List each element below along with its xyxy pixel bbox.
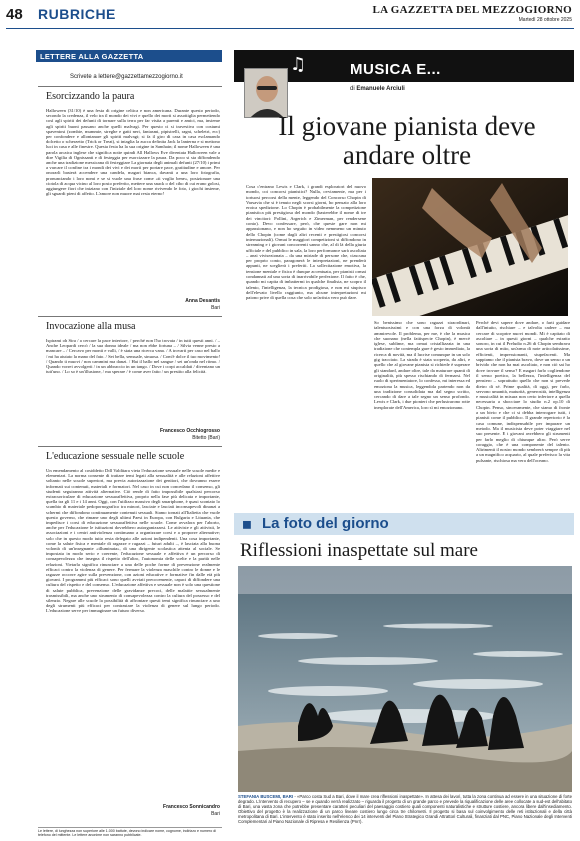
photo-credit: STEFANIA BUSCEMI, BARI xyxy=(238,794,294,799)
caption-text: - «Parco costa Sud a Bari, dove il mare crea riflessioni inaspettate». In attesa dei lavori, tutta la zona continua ad essere in una situazione di forte degrado. L'intervento di recupero – se e quando verrà realizzato – riguarda il progetto di un grande parco e prevede la riqualificazione delle aree collocate a sud-est dell'abitato di Bari, una vasta zona che potrebbe presentare caratteri peculiari del paesaggio costiero quali componenti naturalistiche e strutture costiere, ancora libere dall'insediamento. Obiettivo del progetto è la realizzazione di un parco lineare costiero lungo circa tre chilometri. Il progetto si basa sul coinvolgimento delle reti istituzionali e della città metropolitana di Bari. L'intervento è stato inserito nell'elenco dei 14 interventi del Piano Strategico Grandi Attrattori Culturali, finanziati dal PNC, Piano Nazionale degli Interventi Complementari al Piano Nazionale di Ripresa e Resilienza (Pnrr). xyxy=(238,794,572,824)
article-headline: Il giovane pianista deve andare oltre xyxy=(278,111,536,170)
letter-author: Francesco Occhiogrosso xyxy=(159,428,220,434)
letter-title: Esorcizzando la paura xyxy=(46,91,135,102)
letter-city: Bari xyxy=(211,305,220,311)
byline-prefix: di xyxy=(350,86,355,92)
section-title: RUBRICHE xyxy=(38,6,116,22)
divider xyxy=(38,316,222,317)
letter-body: Halloween (31/10) è una festa di origine celtica e non americana. Durante questo periodo, secondo la credenza, il velo tra il mondo dei vivi e quello dei morti si assottiglia permettendo così agli spiriti dei defunti di tornare sulla terra per far visita a parenti e amici, ma, insieme agli spiriti buoni passano anche quelli malvagi. Per questo ci si travestiva con costumi spaventosi (zombie, mummie, streghe e gatti neri, fantasmi, pipistrelli, ragni, scheletri, ecc) per confondere e allontanare gli spiriti malvagi; si fa il giro di casa in casa esclamando dolcetto o scherzetto (Trick or Treat), si intaglia la zucca definita Jack la lanterna e si mettono luci in casa e alle finestre. Questa festa ha la sua origine in Samhain; il nome Halloween è una parola arcaica inglese che significa notte quindi All Hallows Eve diventata Halloween vale a dire Vigilia di Ognissanti e di festeggia per esorcizzare la paura. Da poco si sta diffondendo anche una tradizione messicana di festeggiare La giornata degli animali defunti (27/10) i primi a varcare il confine tra i mondi dei vivi e dei morti per portare pace, gratitudine e amore. Per onorarli basterà accendere una candela, magari bianca, davanti a una loro fotografia, pronunciando i loro nomi e se si vuole una frase come «ti voglio bene», posizionare una ciotola di acqua vicino al loro posto preferito, mettere una snack o del cibo di cui erano golosi, aggiungere fiori che iniziano con l'iniziale del loro nome rivivendo le foto, i giochi insieme, gli sguardi pieni di affetto. L'amore non muore mai resta eterno! xyxy=(46,108,220,197)
letter-author: Francesco Sonnicandro xyxy=(163,804,220,810)
letters-write-to[interactable]: Scrivete a lettere@gazzettamezzogiorno.it xyxy=(70,74,183,80)
letter-city: Bari xyxy=(211,811,220,817)
letter-body: Ispirami oh Sira / a cercare la pace interiore, / perché non l'ho trovata / in tutti questi anni. / – Anche Leopardi cercò / la sua donna ideale / ma non ebbe fortuna – / Silvia venne presto a mancare – / Cercavo per monti e valli, / è stata una ricerca vana. / A trovarti per caso nel ballo / mi ha aiutato la mano del fato. / Sei bella, sensuale, sinuosa. / Com'è dolce il tuo movimento! / Quando ti muovi / non cammini ma danzi. / Hai il ballo nel sangue / sei un'onda nel ritmo. / Quando vorrei avvolgerti / in un abbraccio in un tango. / Dove i corpi accaldati / diventano un tutt'uno. / Lo so è un'illusione, / ma sperare / è come aver fatto / un prestito alla felicità. xyxy=(46,338,220,375)
header-rule xyxy=(6,28,574,29)
letter-body: Un emendamento al cosiddetto Ddl Valditara vieta l'educazione sessuale nelle scuole medie e elementari. La norma consente di trattare temi legati alla sessualità e alle relazioni affettive soltanto nelle scuole superiori, ma previa autorizzazione dei genitori, che dovranno essere informati sui contenuti, materiali e formatori. Nel caso in cui non concedano il consenso, gli studenti seguiranno attività alternative. Ciò rende di fatto impossibile qualsiasi percorso extracurriculare di educazione sessuoaffettiva, proprio nella fase più delicata e importante, quella tra gli 11 e i 14 anni. Oggi, con l'utilizzo massivo degli smartphone, è quasi scontato lo scambio di materiale pedopornografico tra minori, lasciate e lasciati inconsapevoli dinanzi a schermi che diffondono continuamente contenuti sessuali. Siamo tornati all'Italietta che vuole questo governo, che rimane uno degli ultimi Paesi in Europa, con Bulgaria e Lituania, che impedisce i corsi di educazione sessuoaffettiva nelle scuole. Come avvalora per l'aborto, anche per l'educazione le istituzioni dovrebbero autorganizzarsi. Le attiviste e gli attivisti, le associazioni e i centri antiviolenza continuano a organizzare corsi e a proporre alternative; solo che in questo modo tutto resta delegato alle azioni indipendenti. Una cosa importante, come la salute fisica e mentale di ragazze e ragazzi – futuri adulti –, è lasciata alla buona volontà di un'insegnante «illuminata», di una dirigente scolastica attenta al sociale. Se impostata in modo serio e coerente, l'educazione sessuale e affettiva è un percorso di consapevolezza che insegna il rispetto dell'altro, l'autonomia delle scelte e la parità nelle relazioni. Vietarla significa rinunciare a una delle poche forme di prevenzione realmente efficaci contro la violenza di genere. Per fermare la violenza maschile contro le donne e le ragazze occorre agire sulla prevenzione, con azioni educative e formative fin dalle età più giovani. I programmi più efficaci sono quelli avviati precocemente, capaci di diffondere una cultura del rispetto e del consenso. L'educazione affettiva e sessuale non è solo una questione di salute pubblica, prevenzione delle gravidanze precoci, delle malattie sessualmente trasmissibili, ma anche uno strumento di consapevolezza contro la cultura del possesso e del silenzio. Negare alle scuole la possibilità di affrontare questi temi significa rinunciare a uno degli strumenti più efficaci per contrastare la violenza di genere sul lungo periodo. L'educazione serve per immaginare un futuro diverso. xyxy=(46,468,220,614)
article-column: So benissimo che sono ragazzi straordinari, talentuosissimi e con una forza di volontà ammirevole. Il problema, per me, è che la musica che suonano (nella fattispecie Chopin), è mercè iglese, sublime, ma ormai cristallizzata in una tradizione che contempla gare è gesto immediato, la ricerca di novità, ma il lucrise comunque in un solo gig tracciato. La strada è stata scoperta, da altri, e quello che al giovane pianista si richiede è superare gli standard, andare oltre, tale da maturare quanti di originalità, più spesso rischiando di fermarsi. Nel ruolo di sperimentatore, lo confesso, mi interessa ed emoziona la musica, leggendola partendo non da una tradizione consolidata ma dal segno scritto, cercando di dare a tale segno un senso profondo. Lewis e Clark, i due pionieri che perlustrarono rotte inesplorate dell'America, loro sì mi emozionano. xyxy=(374,320,470,410)
sea-photo xyxy=(238,566,572,792)
photo-caption xyxy=(238,794,572,824)
letters-footnote: Le lettere, di lunghezza non superiore alle 1.000 battute, devono indicare nome, cognome, indirizzo e numero di telefono del mittente. Le lettere anonime non saranno pubblicate. xyxy=(38,827,222,837)
camera-icon: ◼ xyxy=(242,517,252,531)
letter-title: L'educazione sessuale nelle scuole xyxy=(46,451,185,462)
photo-of-day-label: La foto del giorno xyxy=(262,515,389,532)
article-column: Perché devi sapere dove andare, o farti guidare dall'intuito, rischiare – e talvolta cadere – ma cercare di scoprire nuovi mondi. Mi è capitato di ascoltare – in questi giorni – qualche estratto sonoro, in cui il Preludio n.26 di Chopin sembrava una sorta di mito, un'arma di note articolatissime, efficienti, impressionanti, stupefacenti. Ma sappiamo che il pianista bravo, dove un senso o un brivido che non ha mai ascoltato, e non ciò sai ho dove trovare il senso? E magari farlo cogliendone il senso poetico, la bellezza, l'intelligenza del pensiero – soprattutto quello che non si prevede dietro di sé. Prime qualità, di oggi, per farlo, servono umanità, maturità, generosità, intelligenza e musicalità in misura non certo inferiore a quella necessaria a sbocciare lo studio n.2 op.10 di Chopin. Penso, sinceramente, che siamo di fronte a un bivio e che ci si debba interrogare tutti, i pianisti come il pubblico. Il grande repertorio è la casa comune, indispensabile per imparare un metodo. Ma il musicista deve poter viaggiare nel suo presente. E i giovani avrebbero gli strumenti per farlo meglio di chiunque altro. Però serve coraggio, che è una componente del talento. Altrimenti il nostro mondo sembrerà sempre di più a un magnifico acquario, al quale preferisco la vita pulsante, rischiosa ma vera dell'oceano. xyxy=(476,320,570,463)
music-notes-icon: ♫ xyxy=(290,54,307,75)
letter-title: Invocazione alla musa xyxy=(46,321,136,332)
article-column: Cosa c'entrano Lewis e Clark, i grandi esploratori del nuovo mondo, coi concorsi pianistici? Nulla, ovviamente, ma per i tortuosi percorsi della mente, leggendo del Concorso Chopin di Varsavia che si è tenuto negli scorsi giorni, ho pensato alla loro eroica spedizione. Lo Chopin è probabilmente la competizione pianistica più prestigiosa del mondo (basterebbe il nome di tre dei vincitori: Pollini, Argerich e Zimerman, per rendersene conto). Devo confessare, però, che queste gare non mi appassionano, e non ho seguito in video nemmeno un minuto dello Chopin (come dagli altri recenti e prestigiosi concorsi internazionali). Ormai le maggiori competizioni si diffondono in streaming e i giovani concorrenti sanno che, al di là della giuria ufficiale e del pubblico in sala, la loro performance sarà ascoltata – anzi vivisezionata – da una miriade di persone che, ciascuna per proprio conto, paragonerà le interpretazioni, ne prenderà appunti, ne sceglierà i preferiti. La sollecitazione emotiva, la tensione mentale e fisica è dunque accentuata, per pianisti ormai condannati ad una sorta di inarrivabile perfezione. Il fatto è che, quando mi capita di imbattermi in qualche finalista, ne scopro il talento, l'intelligenza, la tecnica prodigiosa, e non mi stupisco dell'elevato livello raggiunto, ma alcune interpretazioni mi paiono prive di quella cosa che solo un'artista vero può dare. xyxy=(246,184,366,301)
page-number: 48 xyxy=(6,6,23,23)
letter-city: Bitetto (Bari) xyxy=(192,435,220,441)
byline-author: Emanuele Arciuli xyxy=(356,86,405,92)
letter-author: Anna Desantis xyxy=(185,298,220,304)
photo-title: Riflessioni inaspettate sul mare xyxy=(240,540,478,561)
music-section-title: MUSICA E... xyxy=(350,61,441,78)
issue-date: Martedì 28 ottobre 2025 xyxy=(518,17,572,23)
divider xyxy=(38,86,222,87)
masthead: LA GAZZETTA DEL MEZZOGIORNO xyxy=(372,4,572,16)
letters-section-bar: LETTERE ALLA GAZZETTA xyxy=(36,50,222,62)
divider xyxy=(38,446,222,447)
piano-photo xyxy=(372,178,568,316)
byline xyxy=(350,86,405,92)
